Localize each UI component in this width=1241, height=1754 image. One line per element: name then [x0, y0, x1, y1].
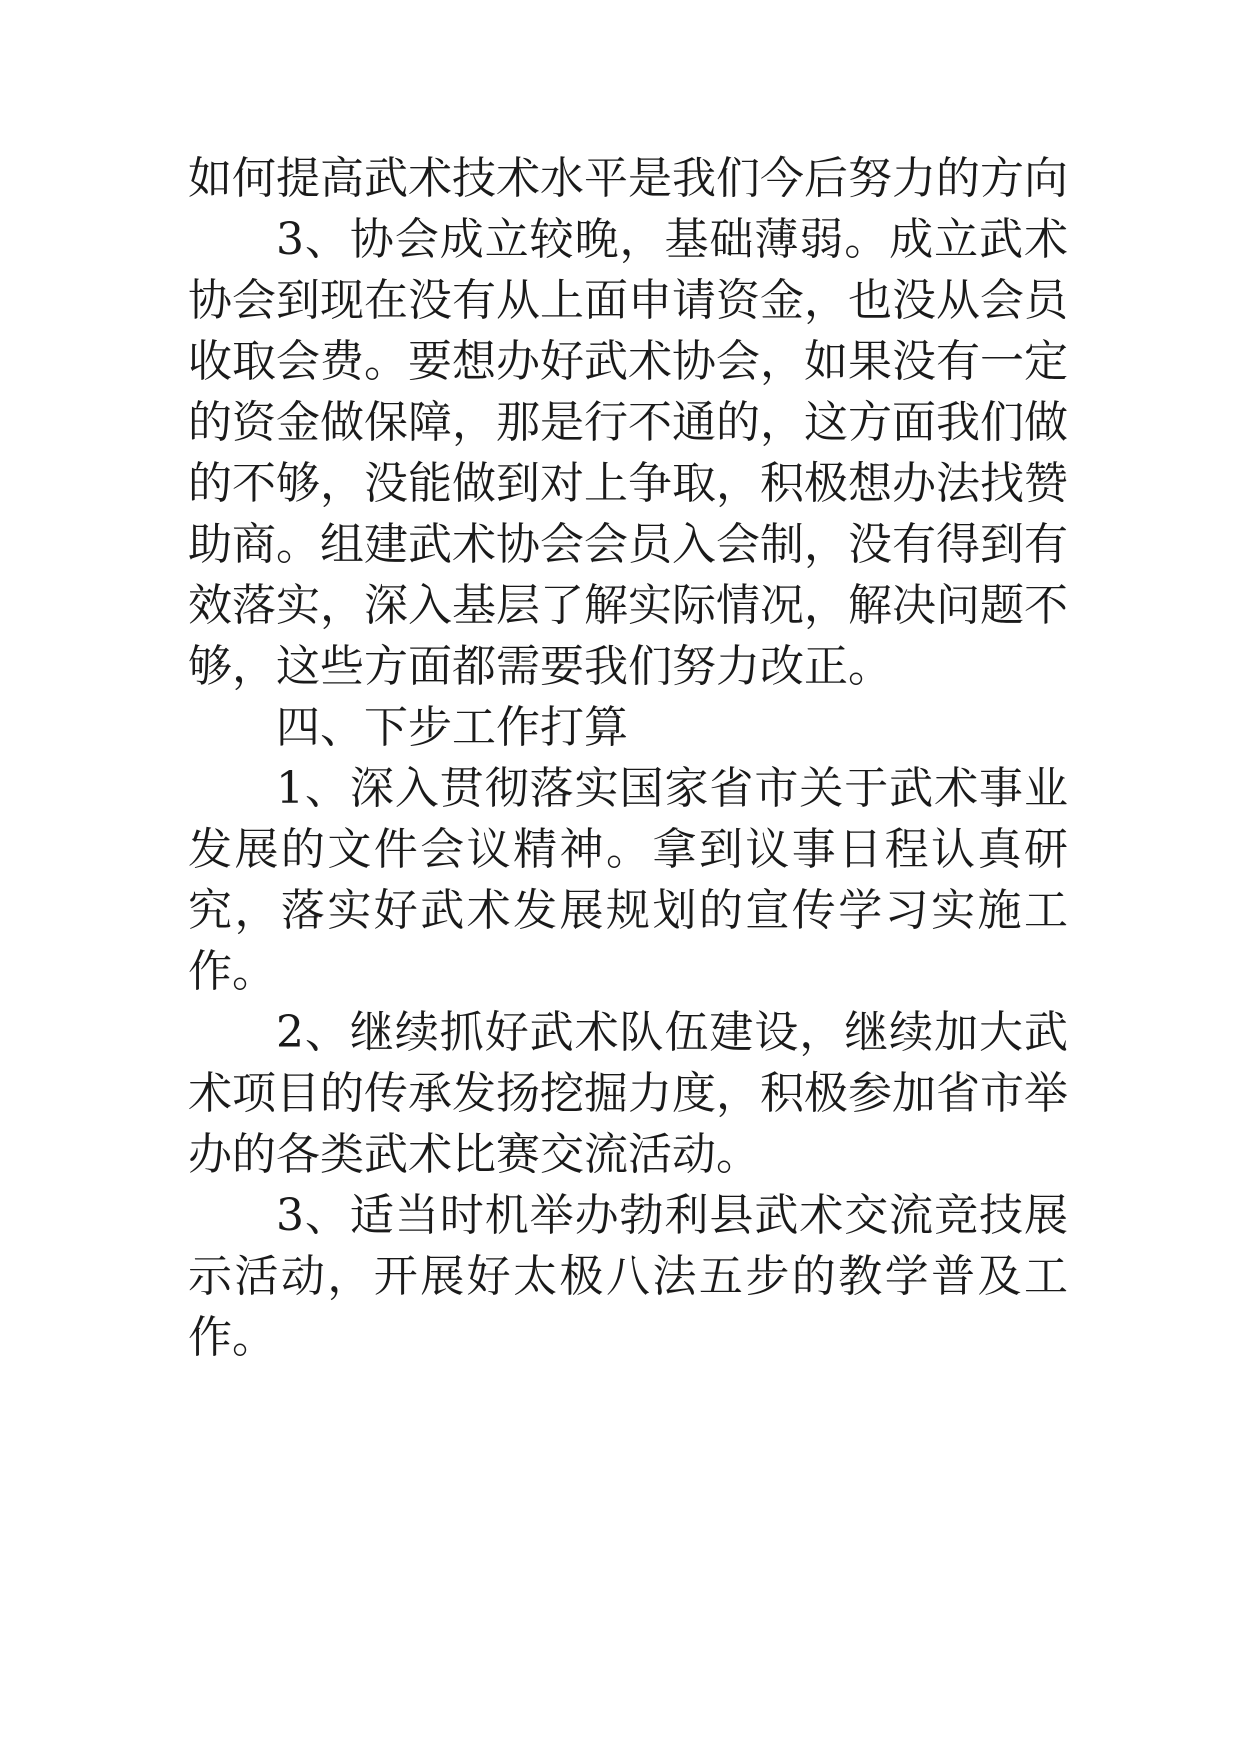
paragraph-item-3-association: 3、协会成立较晚，基础薄弱。成立武术协会到现在没有从上面申请资金，也没从会员收取会费。要想办好武术协会，如果没有一定的资金做保障，那是行不通的，这方面我们做的不够，没能做到对上争取，积极想办法找赞助商。组建武术协会会员入会制，没有得到有效落实，深入基层了解实际情况，解决问题不够，这些方面都需要我们努力改正。 — [188, 214, 1068, 692]
document-body — [188, 148, 1068, 1368]
paragraph-next-step-1: 1、深入贯彻落实国家省市关于武术事业发展的文件会议精神。拿到议事日程认真研究，落实好武术发展规划的宣传学习实施工作。 — [188, 763, 1068, 997]
paragraph-intro-continuation: 如何提高武术技术水平是我们今后努力的方向 — [188, 153, 1068, 204]
paragraph-next-step-2: 2、继续抓好武术队伍建设，继续加大武术项目的传承发扬挖掘力度，积极参加省市举办的各类武术比赛交流活动。 — [188, 1007, 1068, 1180]
section-heading-next-steps: 四、下步工作打算 — [276, 702, 628, 753]
paragraph-next-step-3: 3、适当时机举办勃利县武术交流竞技展示活动，开展好太极八法五步的教学普及工作。 — [188, 1190, 1068, 1363]
